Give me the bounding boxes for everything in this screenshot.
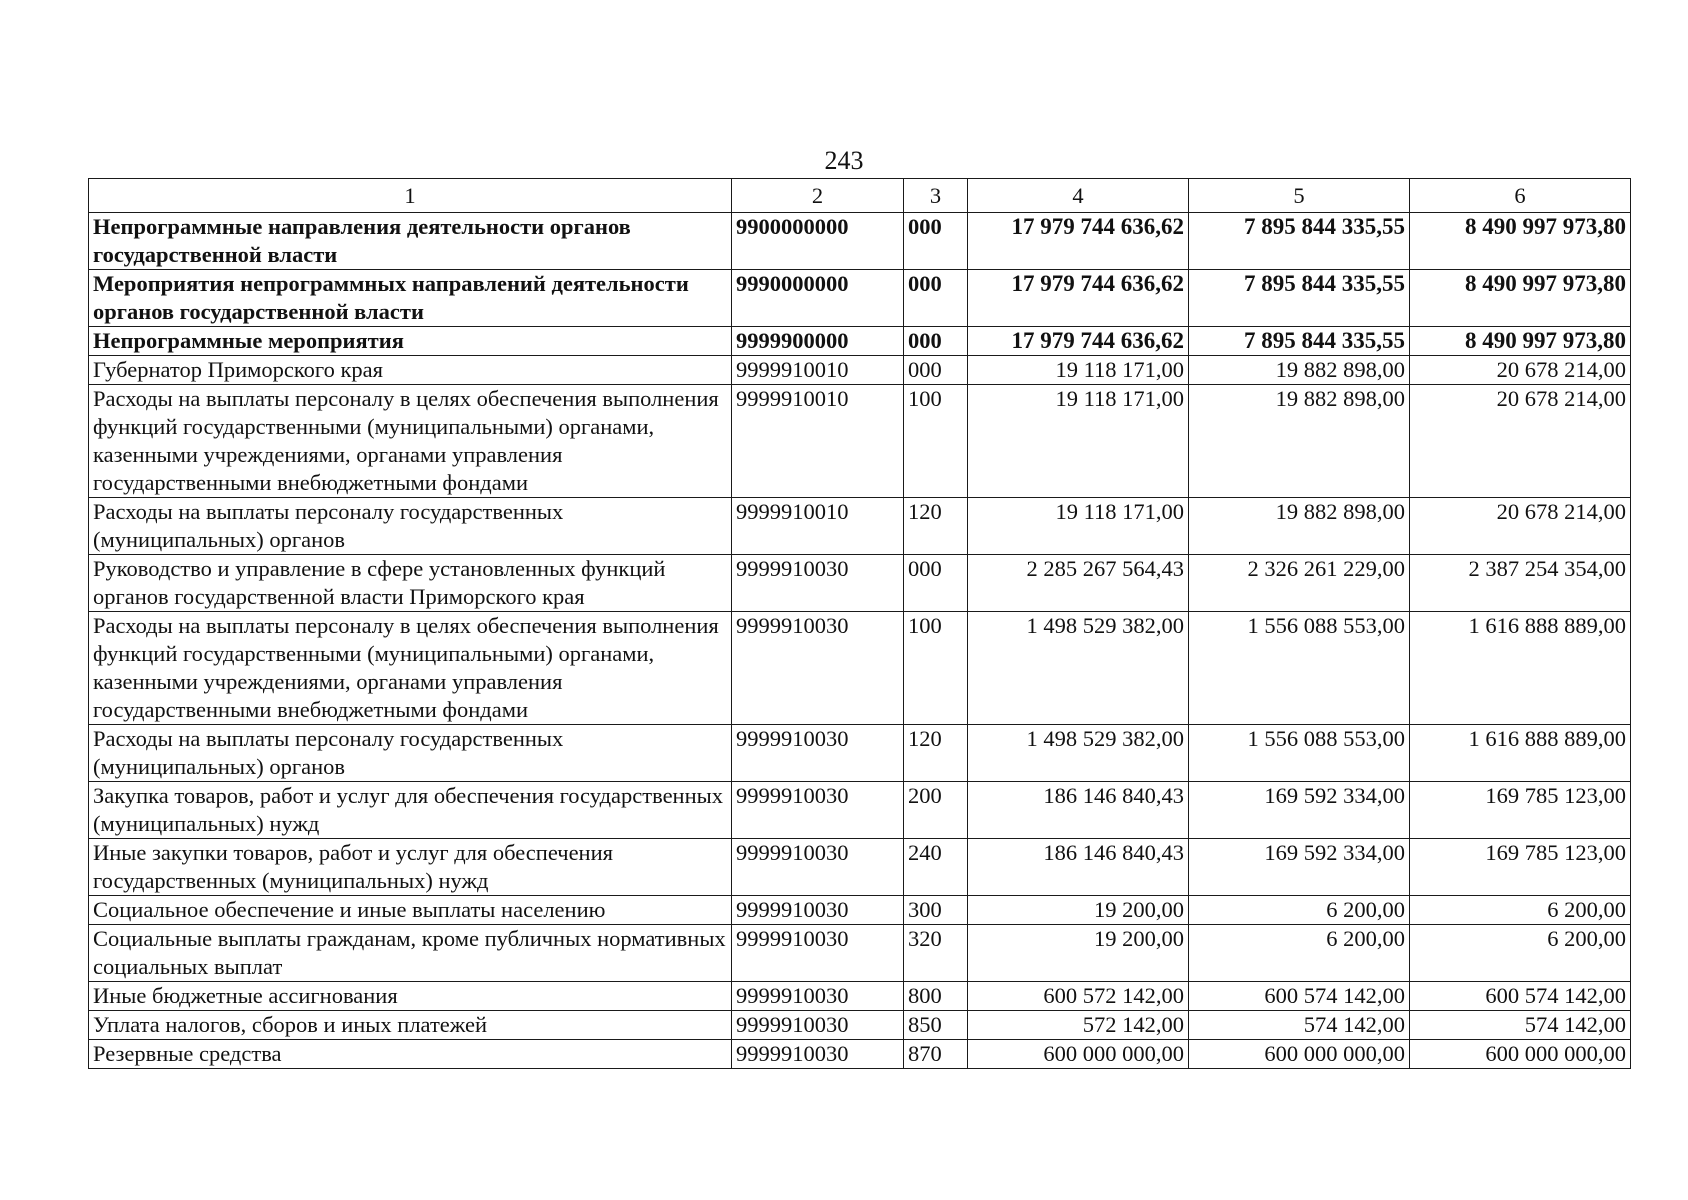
amount-col5-cell: 600 574 142,00 bbox=[1189, 982, 1410, 1011]
amount-col6-cell: 20 678 214,00 bbox=[1410, 498, 1631, 555]
amount-col6-cell: 6 200,00 bbox=[1410, 896, 1631, 925]
row-name-cell: Руководство и управление в сфере установленных функций органов государственной власти Приморского края bbox=[89, 555, 732, 612]
amount-col4-cell: 2 285 267 564,43 bbox=[968, 555, 1189, 612]
amount-col4-cell: 600 572 142,00 bbox=[968, 982, 1189, 1011]
table-row bbox=[89, 612, 1631, 725]
column-header-4: 4 bbox=[968, 179, 1189, 213]
row-name-cell: Расходы на выплаты персоналу в целях обеспечения выполнения функций государственными (муниципальными) органами, казенными учреждениями, органами управления государственными внебюджетными фондами bbox=[89, 385, 732, 498]
amount-col5-cell: 7 895 844 335,55 bbox=[1189, 327, 1410, 356]
amount-col5-cell: 169 592 334,00 bbox=[1189, 839, 1410, 896]
column-header-5: 5 bbox=[1189, 179, 1410, 213]
target-article-cell: 9999900000 bbox=[732, 327, 904, 356]
amount-col4-cell: 1 498 529 382,00 bbox=[968, 612, 1189, 725]
target-article-cell: 9999910030 bbox=[732, 782, 904, 839]
amount-col6-cell: 8 490 997 973,80 bbox=[1410, 327, 1631, 356]
expense-type-cell: 000 bbox=[904, 327, 968, 356]
amount-col4-cell: 1 498 529 382,00 bbox=[968, 725, 1189, 782]
row-name-cell: Закупка товаров, работ и услуг для обеспечения государственных (муниципальных) нужд bbox=[89, 782, 732, 839]
row-name-cell: Резервные средства bbox=[89, 1040, 732, 1069]
target-article-cell: 9999910030 bbox=[732, 725, 904, 782]
target-article-cell: 9999910030 bbox=[732, 555, 904, 612]
row-name-cell: Иные бюджетные ассигнования bbox=[89, 982, 732, 1011]
table-body bbox=[89, 213, 1631, 1069]
amount-col4-cell: 19 118 171,00 bbox=[968, 356, 1189, 385]
table-row bbox=[89, 1040, 1631, 1069]
amount-col5-cell: 19 882 898,00 bbox=[1189, 385, 1410, 498]
amount-col5-cell: 6 200,00 bbox=[1189, 896, 1410, 925]
row-name-cell: Расходы на выплаты персоналу государственных (муниципальных) органов bbox=[89, 498, 732, 555]
table-row bbox=[89, 555, 1631, 612]
amount-col6-cell: 6 200,00 bbox=[1410, 925, 1631, 982]
row-name-cell: Губернатор Приморского края bbox=[89, 356, 732, 385]
row-name-cell: Расходы на выплаты персоналу в целях обеспечения выполнения функций государственными (муниципальными) органами, казенными учреждениями, органами управления государственными внебюджетными фондами bbox=[89, 612, 732, 725]
expense-type-cell: 000 bbox=[904, 555, 968, 612]
amount-col5-cell: 6 200,00 bbox=[1189, 925, 1410, 982]
expense-type-cell: 000 bbox=[904, 270, 968, 327]
target-article-cell: 9999910010 bbox=[732, 385, 904, 498]
amount-col4-cell: 17 979 744 636,62 bbox=[968, 327, 1189, 356]
expense-type-cell: 800 bbox=[904, 982, 968, 1011]
amount-col5-cell: 600 000 000,00 bbox=[1189, 1040, 1410, 1069]
row-name-cell: Социальные выплаты гражданам, кроме публичных нормативных социальных выплат bbox=[89, 925, 732, 982]
amount-col4-cell: 186 146 840,43 bbox=[968, 839, 1189, 896]
row-name-cell: Непрограммные мероприятия bbox=[89, 327, 732, 356]
expense-type-cell: 120 bbox=[904, 498, 968, 555]
table-row bbox=[89, 356, 1631, 385]
amount-col4-cell: 19 200,00 bbox=[968, 896, 1189, 925]
amount-col4-cell: 19 118 171,00 bbox=[968, 498, 1189, 555]
column-header-2: 2 bbox=[732, 179, 904, 213]
target-article-cell: 9999910010 bbox=[732, 356, 904, 385]
expense-type-cell: 870 bbox=[904, 1040, 968, 1069]
expense-type-cell: 200 bbox=[904, 782, 968, 839]
amount-col4-cell: 17 979 744 636,62 bbox=[968, 213, 1189, 270]
target-article-cell: 9999910030 bbox=[732, 1040, 904, 1069]
amount-col4-cell: 186 146 840,43 bbox=[968, 782, 1189, 839]
target-article-cell: 9999910030 bbox=[732, 896, 904, 925]
expense-type-cell: 120 bbox=[904, 725, 968, 782]
amount-col4-cell: 19 118 171,00 bbox=[968, 385, 1189, 498]
expense-type-cell: 320 bbox=[904, 925, 968, 982]
table-row bbox=[89, 839, 1631, 896]
expense-type-cell: 850 bbox=[904, 1011, 968, 1040]
table-row bbox=[89, 1011, 1631, 1040]
row-name-cell: Непрограммные направления деятельности органов государственной власти bbox=[89, 213, 732, 270]
amount-col6-cell: 169 785 123,00 bbox=[1410, 839, 1631, 896]
table-row bbox=[89, 213, 1631, 270]
table-row bbox=[89, 782, 1631, 839]
expense-type-cell: 100 bbox=[904, 385, 968, 498]
target-article-cell: 9999910030 bbox=[732, 839, 904, 896]
amount-col5-cell: 2 326 261 229,00 bbox=[1189, 555, 1410, 612]
amount-col6-cell: 20 678 214,00 bbox=[1410, 356, 1631, 385]
amount-col6-cell: 20 678 214,00 bbox=[1410, 385, 1631, 498]
expense-type-cell: 100 bbox=[904, 612, 968, 725]
table-row bbox=[89, 982, 1631, 1011]
target-article-cell: 9999910030 bbox=[732, 1011, 904, 1040]
amount-col6-cell: 600 574 142,00 bbox=[1410, 982, 1631, 1011]
page-number: 243 bbox=[824, 146, 864, 175]
column-number-row bbox=[89, 179, 1631, 213]
amount-col6-cell: 2 387 254 354,00 bbox=[1410, 555, 1631, 612]
amount-col5-cell: 169 592 334,00 bbox=[1189, 782, 1410, 839]
row-name-cell: Уплата налогов, сборов и иных платежей bbox=[89, 1011, 732, 1040]
row-name-cell: Мероприятия непрограммных направлений деятельности органов государственной власти bbox=[89, 270, 732, 327]
amount-col6-cell: 169 785 123,00 bbox=[1410, 782, 1631, 839]
amount-col5-cell: 574 142,00 bbox=[1189, 1011, 1410, 1040]
amount-col5-cell: 7 895 844 335,55 bbox=[1189, 270, 1410, 327]
column-header-6: 6 bbox=[1410, 179, 1631, 213]
row-name-cell: Социальное обеспечение и иные выплаты населению bbox=[89, 896, 732, 925]
target-article-cell: 9999910030 bbox=[732, 982, 904, 1011]
amount-col5-cell: 19 882 898,00 bbox=[1189, 498, 1410, 555]
row-name-cell: Расходы на выплаты персоналу государственных (муниципальных) органов bbox=[89, 725, 732, 782]
amount-col6-cell: 8 490 997 973,80 bbox=[1410, 270, 1631, 327]
target-article-cell: 9900000000 bbox=[732, 213, 904, 270]
amount-col4-cell: 19 200,00 bbox=[968, 925, 1189, 982]
amount-col5-cell: 7 895 844 335,55 bbox=[1189, 213, 1410, 270]
amount-col6-cell: 574 142,00 bbox=[1410, 1011, 1631, 1040]
expense-type-cell: 000 bbox=[904, 356, 968, 385]
budget-table bbox=[88, 178, 1631, 1069]
column-header-3: 3 bbox=[904, 179, 968, 213]
amount-col6-cell: 1 616 888 889,00 bbox=[1410, 612, 1631, 725]
expense-type-cell: 240 bbox=[904, 839, 968, 896]
expense-type-cell: 000 bbox=[904, 213, 968, 270]
expense-type-cell: 300 bbox=[904, 896, 968, 925]
table-row bbox=[89, 327, 1631, 356]
row-name-cell: Иные закупки товаров, работ и услуг для обеспечения государственных (муниципальных) нужд bbox=[89, 839, 732, 896]
amount-col4-cell: 572 142,00 bbox=[968, 1011, 1189, 1040]
table-row bbox=[89, 896, 1631, 925]
target-article-cell: 9999910010 bbox=[732, 498, 904, 555]
table-row bbox=[89, 498, 1631, 555]
table-row bbox=[89, 925, 1631, 982]
amount-col4-cell: 17 979 744 636,62 bbox=[968, 270, 1189, 327]
target-article-cell: 9990000000 bbox=[732, 270, 904, 327]
column-header-1: 1 bbox=[89, 179, 732, 213]
amount-col6-cell: 8 490 997 973,80 bbox=[1410, 213, 1631, 270]
amount-col6-cell: 600 000 000,00 bbox=[1410, 1040, 1631, 1069]
table-row bbox=[89, 270, 1631, 327]
amount-col5-cell: 19 882 898,00 bbox=[1189, 356, 1410, 385]
amount-col5-cell: 1 556 088 553,00 bbox=[1189, 725, 1410, 782]
target-article-cell: 9999910030 bbox=[732, 612, 904, 725]
amount-col4-cell: 600 000 000,00 bbox=[968, 1040, 1189, 1069]
table-row bbox=[89, 385, 1631, 498]
target-article-cell: 9999910030 bbox=[732, 925, 904, 982]
amount-col5-cell: 1 556 088 553,00 bbox=[1189, 612, 1410, 725]
table-row bbox=[89, 725, 1631, 782]
amount-col6-cell: 1 616 888 889,00 bbox=[1410, 725, 1631, 782]
